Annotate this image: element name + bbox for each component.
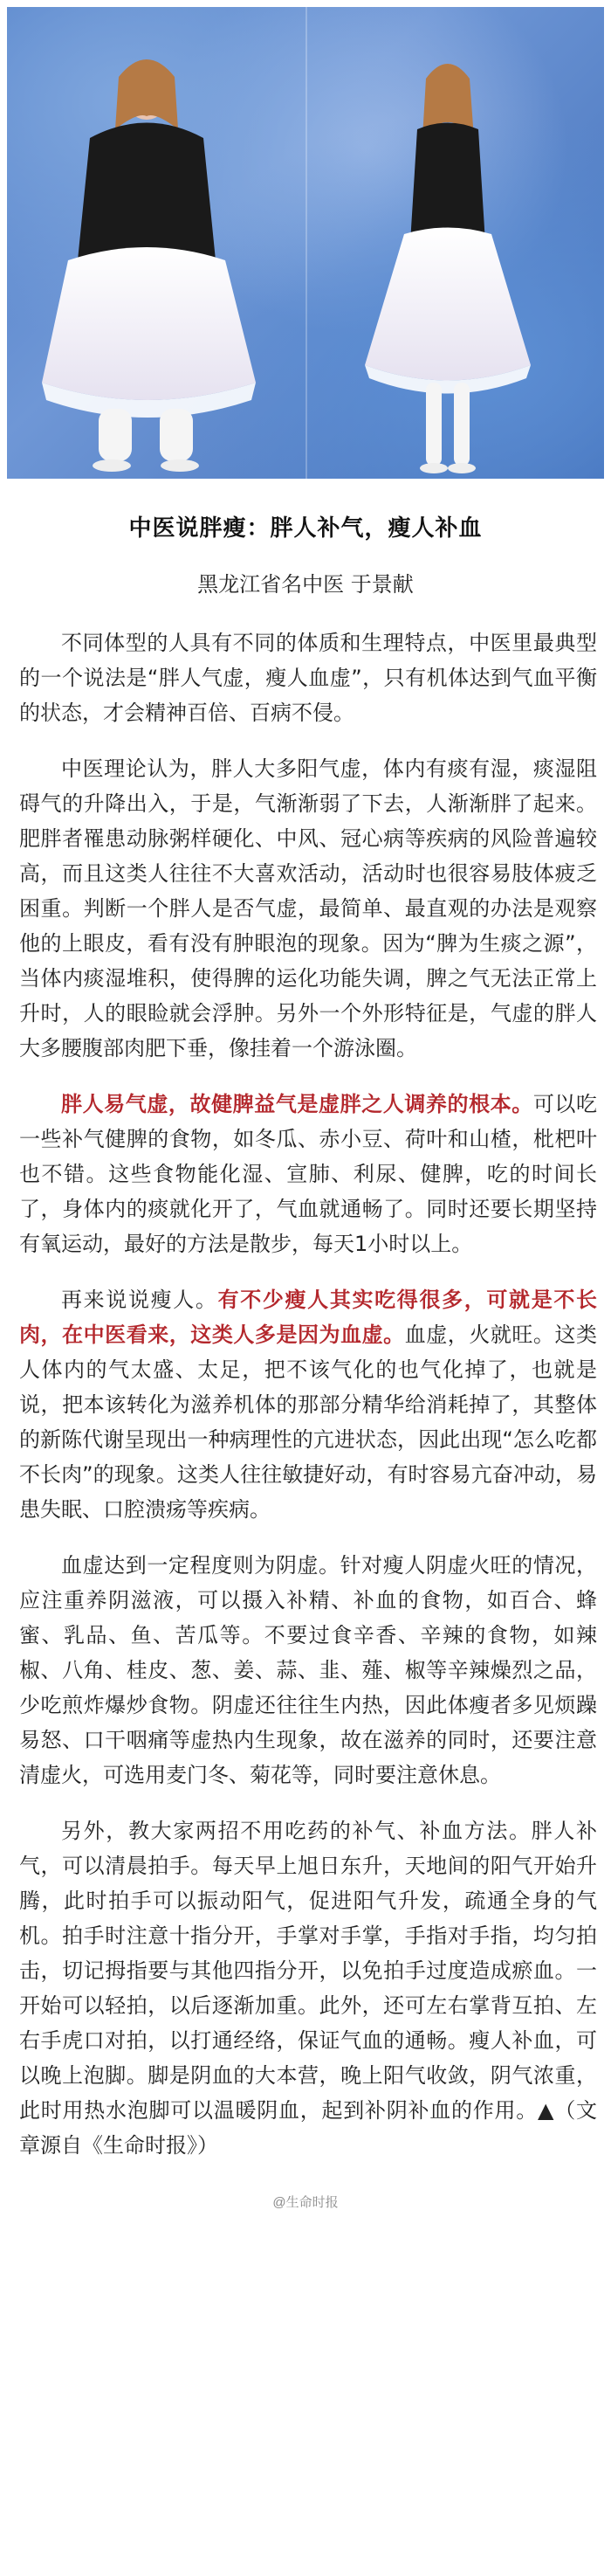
emphasis-text: 胖人易气虚，故健脾益气是虚胖之人调养的根本。 [61,1092,533,1116]
body-text: 中医理论认为，胖人大多阳气虚，体内有痰有湿，痰湿阻碍气的升降出入，于是，气渐渐弱了下去，人渐渐胖了起来。肥胖者罹患动脉粥样硬化、中风、冠心病等疾病的风险普遍较高，而且这类人往往不大喜欢活动，活动时也很容易肢体疲乏困重。判断一个胖人是否气虚，最简单、最直观的办法是观察他的上眼皮，看有没有肿眼泡的现象。因为“脾为生痰之源”，当体内痰湿堆积，使得脾的运化功能失调，脾之气无法正常上升时，人的眼睑就会浮肿。另外一个外形特征是，气虚的胖人大多腰腹部肉肥下垂，像挂着一个游泳圈。 [19,756,597,1060]
body-text: 血虚，火就旺。这类人体内的气太盛、太足，把不该气化的也气化掉了，也就是说，把本该转化为滋养机体的那部分精华给消耗掉了，其整体的新陈代谢呈现出一种病理性的亢进状态，因此出现“怎么吃都不长肉”的现象。这类人往往敏捷好动，有时容易亢奋冲动，易患失眠、口腔溃疡等疾病。 [19,1323,598,1522]
article-paragraph [19,1087,597,1261]
article-paragraph [19,1813,597,2163]
body-text: 不同体型的人具有不同的体质和生理特点，中医里最典型的一个说法是“胖人气虚，瘦人血虚”，只有机体达到气血平衡的状态，才会精神百倍、百病不侵。 [19,631,597,725]
body-text: 再来说说瘦人。 [61,1288,218,1312]
figure-before [42,59,256,472]
body-text: 另外，教大家两招不用吃药的补气、补血方法。胖人补气，可以清晨拍手。每天早上旭日东升，天地间的阳气开始升腾，此时拍手可以振动阳气，促进阳气升发，疏通全身的气机。拍手时注意十指分开，手掌对手掌，手指对手指，均匀拍击，切记拇指要与其他四指分开，以免拍手过度造成瘀血。一开始可以轻拍，以后逐渐加重。此外，还可左右掌背互拍、左右手虎口对拍，以打通经络，保证气血的通畅。瘦人补血，可以晚上泡脚。脚是阴血的大本营，晚上阳气收敛，阴气浓重，此时用热水泡脚可以温暖阴血，起到补阴补血的作用。▲（文章源自《生命时报》） [19,1819,597,2158]
emphasis-text: 有不少瘦人其实吃得很多，可就是不长肉，在中医看来，这类人多是因为血虚。 [19,1288,598,1347]
hero-image [7,7,604,479]
source-watermark: @生命时报 [272,2195,339,2210]
figure-after [365,64,531,473]
article-paragraph [19,751,597,1066]
article-paragraph [19,625,597,730]
article-body [0,625,611,2163]
body-text: 可以吃一些补气健脾的食物，如冬瓜、赤小豆、荷叶和山楂，枇杷叶也不错。这些食物能化湿、宣肺、利尿、健脾，吃的时间长了，身体内的痰就化开了，气血就通畅了。同时还要长期坚持有氧运动，最好的方法是散步，每天1小时以上。 [19,1092,598,1256]
body-text: 血虚达到一定程度则为阴虚。针对瘦人阴虚火旺的情况，应注重养阴滋液，可以摄入补精、补血的食物，如百合、蜂蜜、乳品、鱼、苦瓜等。不要过食辛香、辛辣的食物，如辣椒、八角、桂皮、葱、姜、蒜、韭、薤、椒等辛辣燥烈之品，少吃煎炸爆炒食物。阴虚还往往生内热，因此体瘦者多见烦躁易怒、口干咽痛等虚热内生现象，故在滋养的同时，还要注意清虚火，可选用麦门冬、菊花等，同时要注意休息。 [19,1553,597,1787]
image-divider [306,7,307,479]
article-author: 黑龙江省名中医 于景献 [197,572,414,597]
article-paragraph [19,1548,597,1792]
article-title: 中医说胖瘦：胖人补气，瘦人补血 [128,515,483,542]
article-paragraph [19,1282,597,1527]
